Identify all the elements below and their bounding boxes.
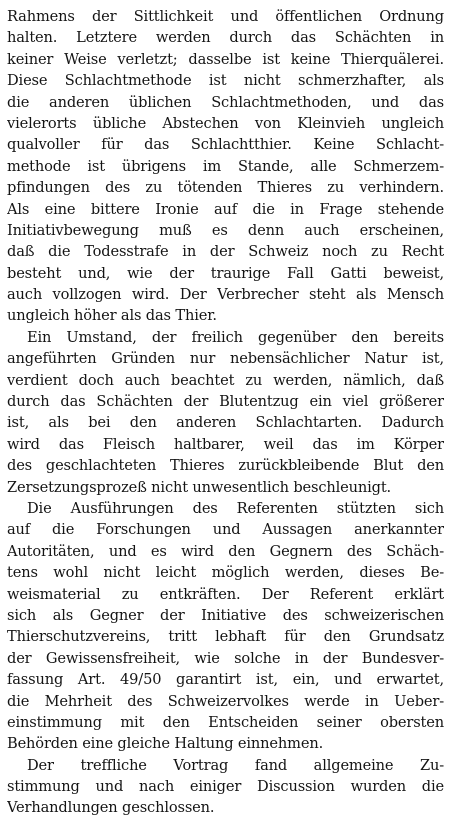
text-line: einstimmung mit den Entscheiden seiner obersten xyxy=(7,713,444,731)
text-line: sich als Gegner der Initiative des schweizerischen xyxy=(7,606,444,624)
text-line: Ein Umstand, der freilich gegenüber den bereits xyxy=(27,328,444,346)
text-line: Initiativbewegung muß es denn auch erscheinen, xyxy=(7,221,444,239)
text-line: die anderen üblichen Schlachtmethoden, und das xyxy=(7,93,444,111)
paragraph-3 xyxy=(7,498,444,755)
text-line: auch vollzogen wird. Der Verbrecher steht als Mensch xyxy=(7,286,444,304)
text-line: Der treffliche Vortrag fand allgemeine Zu- xyxy=(27,756,444,774)
text-line: verdient doch auch beachtet zu werden, nämlich, daß xyxy=(7,371,444,389)
text-line: angeführten Gründen nur nebensächlicher Natur ist, xyxy=(7,350,444,368)
text-line: daß die Todesstrafe in der Schweiz noch zu Recht xyxy=(7,243,444,261)
text-line: weismaterial zu entkräften. Der Referent erklärt xyxy=(7,585,444,603)
text-line: Zersetzungsprozeß nicht unwesentlich beschleunigt. xyxy=(7,478,392,496)
text-line: Als eine bittere Ironie auf die in Frage stehende xyxy=(7,200,444,218)
text-line: durch das Schächten der Blutentzug ein viel größerer xyxy=(7,393,444,411)
text-line: Behörden eine gleiche Haltung einnehmen. xyxy=(7,735,324,753)
text-line: vielerorts übliche Abstechen von Kleinvieh ungleich xyxy=(7,114,444,132)
text-line: der Gewissensfreiheit, wie solche in der Bundesver- xyxy=(7,649,444,667)
text-line: besteht und, wie der traurige Fall Gatti beweist, xyxy=(7,264,444,282)
text-line: stimmung und nach einiger Discussion wurden die xyxy=(7,778,444,796)
text-line: halten. Letztere werden durch das Schächten in xyxy=(7,29,444,47)
text-line: auf die Forschungen und Aussagen anerkannter xyxy=(7,521,444,539)
text-line: pfindungen des zu tötenden Thieres zu verhindern. xyxy=(7,179,444,197)
text-line: fassung Art. 49/50 garantirt ist, ein, und erwartet, xyxy=(7,671,444,689)
text-line: Diese Schlachtmethode ist nicht schmerzhafter, als xyxy=(7,72,444,90)
text-line: die Mehrheit des Schweizervolkes werde in Ueber- xyxy=(7,692,444,710)
text-line: Thierschutzvereins, tritt lebhaft für den Grundsatz xyxy=(7,628,444,646)
paragraph-1 xyxy=(7,6,444,327)
paragraph-2 xyxy=(7,327,444,498)
text-line: Verhandlungen geschlossen. xyxy=(7,799,215,817)
text-line: ungleich höher als das Thier. xyxy=(7,307,217,325)
text-line: Autoritäten, und es wird den Gegnern des Schäch- xyxy=(7,542,444,560)
paragraph-4 xyxy=(7,755,444,819)
text-line: methode ist übrigens im Stande, alle Schmerzem- xyxy=(7,157,444,175)
text-line: des geschlachteten Thieres zurückbleibende Blut den xyxy=(7,457,444,475)
text-line: tens wohl nicht leicht möglich werden, dieses Be- xyxy=(7,564,444,582)
text-line: keiner Weise verletzt; dasselbe ist keine Thierquälerei. xyxy=(7,50,444,68)
text-line: qualvoller für das Schlachtthier. Keine Schlacht- xyxy=(7,136,444,154)
text-line: Die Ausführungen des Referenten stützten sich xyxy=(27,499,444,517)
text-line: wird das Fleisch haltbarer, weil das im Körper xyxy=(7,435,444,453)
text-line: ist, als bei den anderen Schlachtarten. Dadurch xyxy=(7,414,444,432)
text-line: Rahmens der Sittlichkeit und öffentlichen Ordnung xyxy=(7,8,444,25)
